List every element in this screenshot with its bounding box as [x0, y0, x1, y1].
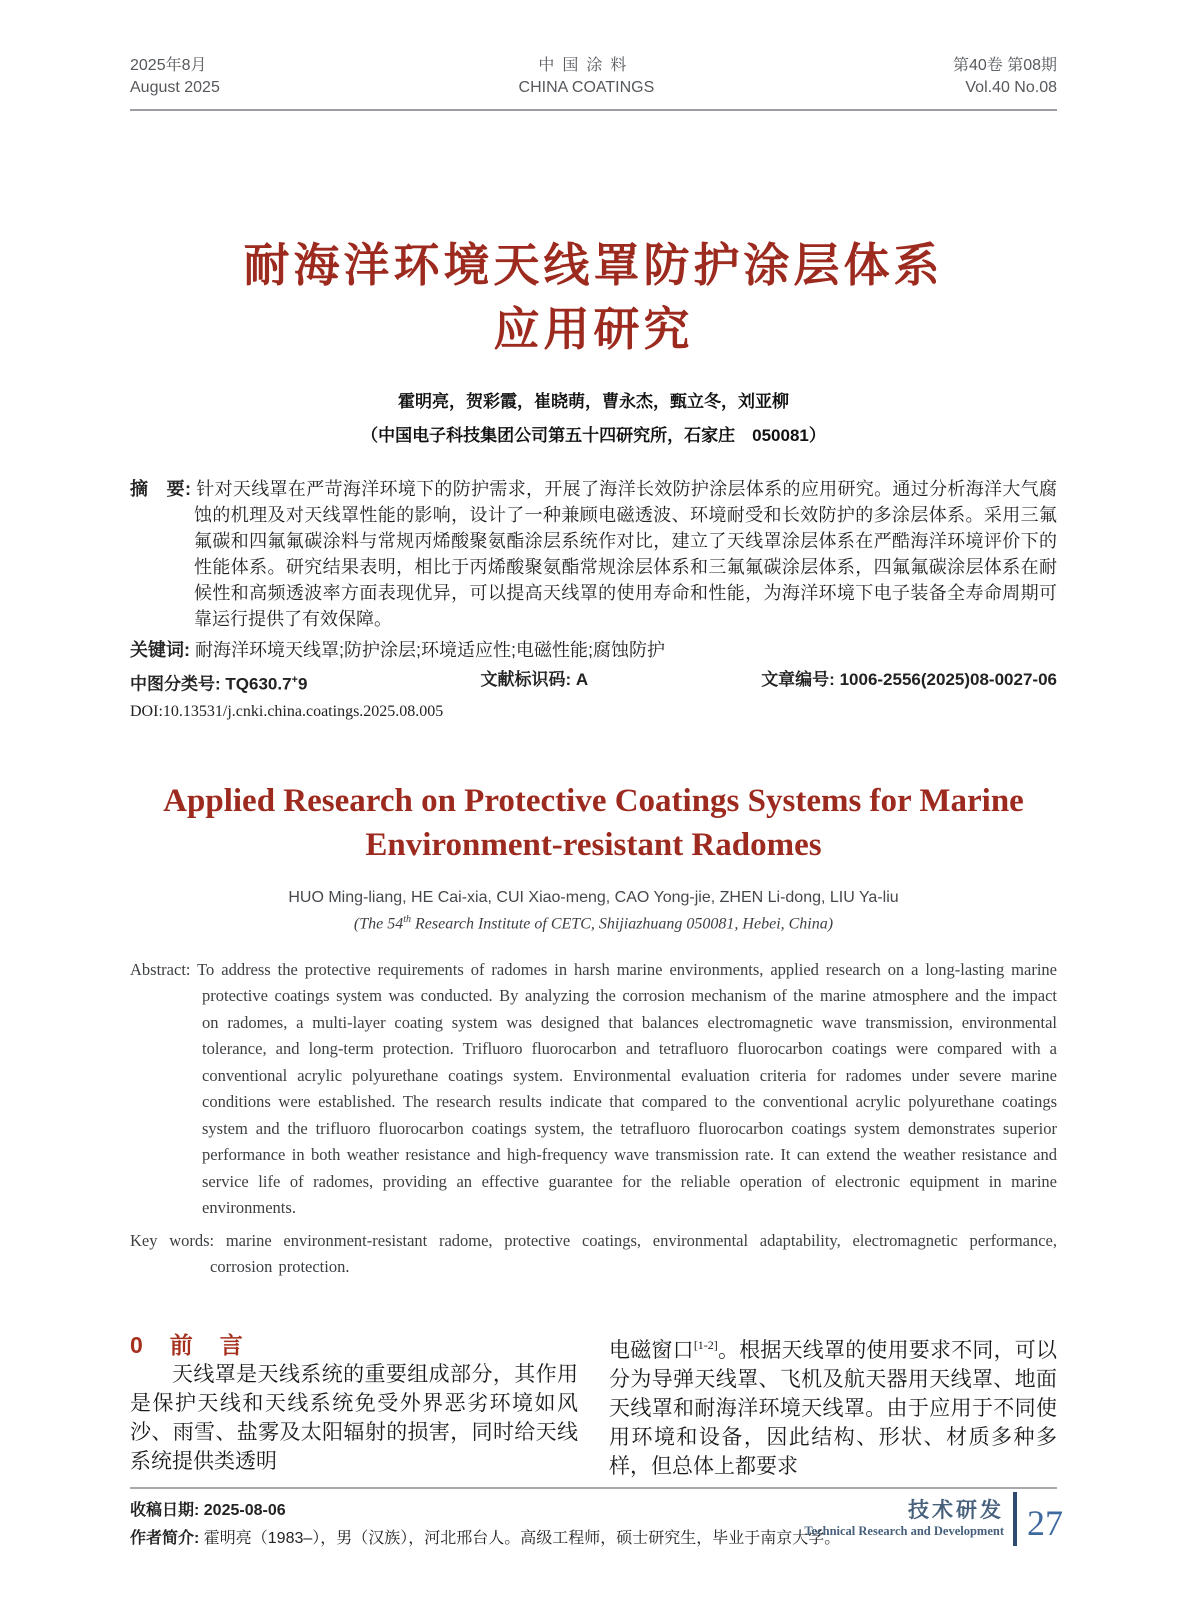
page-number: 27: [1027, 1503, 1063, 1543]
section-name-en: Technical Research and Development: [804, 1524, 1004, 1538]
journal-header: [130, 55, 1057, 99]
section-0-heading: 0 前 言: [130, 1331, 245, 1358]
clc-value: TQ630.7: [225, 674, 292, 694]
clc-label: 中图分类号:: [130, 674, 226, 694]
abstract-cn: [130, 476, 1057, 632]
keywords-en-label: Key words:: [130, 1230, 215, 1250]
header-issue: [953, 55, 1057, 99]
document-code-label: 文献标识码:: [480, 670, 576, 689]
abstract-en-label: Abstract:: [130, 959, 191, 979]
keywords-en-text: marine environment-resistant radome, protective coatings, environmental adaptability, electromagnetic performance, corrosion protection.: [210, 1230, 1058, 1277]
body-column-left: [130, 1331, 578, 1481]
header-issue-en: Vol.40 No.08: [965, 79, 1057, 96]
body-columns: [130, 1331, 1057, 1481]
received-date-label: 收稿日期:: [130, 1501, 204, 1519]
keywords-cn-text: 耐海洋环境天线罩;防护涂层;环境适应性;电磁性能;腐蚀防护: [195, 640, 666, 660]
affiliation-en: [130, 914, 1057, 933]
body-column-right: [609, 1331, 1057, 1481]
keywords-cn-label: 关键词:: [130, 640, 190, 660]
document-code: [480, 667, 588, 698]
received-date-value: 2025-08-06: [203, 1501, 286, 1519]
intro-right-post: 。根据天线罩的使用要求不同，可以分为导弹天线罩、飞机及航天器用天线罩、地面天线罩和耐海洋环境天线罩。由于应用于不同使用环境和设备，因此结构、形状、材质多种多样，但总体上都要求: [609, 1337, 1058, 1478]
authors-cn: 霍明亮，贺彩霞，崔晓萌，曹永杰，甄立冬，刘亚柳: [398, 392, 789, 411]
document-code-value: A: [575, 670, 589, 689]
header-date: [130, 55, 220, 99]
reference-marker: [1-2]: [693, 1337, 718, 1352]
abstract-cn-text: 针对天线罩在严苛海洋环境下的防护需求，开展了海洋长效防护涂层体系的应用研究。通过分析海洋大气腐蚀的机理及对天线罩性能的影响，设计了一种兼顾电磁透波、环境耐受和长效防护的多涂层体系。采用三氟氟碳和四氟氟碳涂料与常规丙烯酸聚氨酯涂层系统作对比，建立了天线罩涂层体系在严酷海洋环境评价下的性能体系。研究结果表明，相比于丙烯酸聚氨酯常规涂层体系和三氟氟碳涂层体系，四氟氟碳涂层体系在耐候性和高频透波率方面表现优异，可以提高天线罩的使用寿命和性能，为海洋环境下电子装备全寿命周期可靠运行提供了有效保障。: [194, 479, 1057, 629]
clc-superscript: +: [291, 674, 298, 686]
article-meta-row: [130, 667, 1057, 698]
article-title-cn: [130, 233, 1057, 361]
article-title-en: [130, 779, 1057, 867]
keywords-cn: [130, 637, 1057, 663]
affiliation-en-sup: th: [403, 913, 412, 925]
header-date-cn: 2025年8月: [130, 57, 207, 74]
intro-paragraph-right: [609, 1331, 1057, 1481]
article-id-label: 文章编号:: [761, 670, 840, 689]
article-id: [761, 667, 1057, 698]
article-title-cn-line1: 耐海洋环境天线罩防护涂层体系: [243, 239, 944, 291]
abstract-cn-label: 摘 要:: [130, 479, 191, 499]
journal-name-en: CHINA COATINGS: [518, 79, 655, 96]
author-bio-value: 霍明亮（1983–），男（汉族），河北邢台人。高级工程师，硕士研究生，毕业于南京大学。: [203, 1529, 841, 1547]
section-name-cn: 技术研发: [908, 1499, 1004, 1522]
authors-en: HUO Ming-liang, HE Cai-xia, CUI Xiao-meng, CAO Yong-jie, ZHEN Li-dong, LIU Ya-liu: [288, 888, 899, 906]
author-bio-label: 作者简介:: [130, 1529, 204, 1547]
abstract-en: [130, 957, 1057, 1222]
affiliation-en-pre: (The 54: [353, 914, 404, 932]
page-tag-divider: [1013, 1492, 1017, 1546]
intro-paragraph-left: 天线罩是天线系统的重要组成部分，其作用是保护天线和天线系统免受外界恶劣环境如风沙、雨雪、盐雾及太阳辐射的损害，同时给天线系统提供类透明: [130, 1361, 578, 1473]
page-tag: [804, 1492, 1063, 1546]
affiliation-cn: （中国电子科技集团公司第五十四研究所，石家庄 050081）: [361, 426, 826, 445]
keywords-en: [130, 1228, 1057, 1281]
article-title-cn-line2: 应用研究: [493, 303, 694, 355]
article-title-en-line2: Environment-resistant Radomes: [365, 826, 822, 863]
journal-name-cn: 中国涂料: [538, 57, 635, 74]
header-issue-cn: 第40卷 第08期: [952, 57, 1057, 74]
doi: DOI:10.13531/j.cnki.china.coatings.2025.08.005: [130, 702, 444, 720]
header-date-en: August 2025: [130, 79, 220, 96]
clc-tail: 9: [297, 674, 308, 694]
header-rule: [130, 109, 1057, 111]
article-title-en-line1: Applied Research on Protective Coatings Systems for Marine: [163, 782, 1024, 819]
affiliation-en-post: Research Institute of CETC, Shijiazhuang 050081, Hebei, China): [411, 914, 834, 932]
abstract-en-text: To address the protective requirements of radomes in harsh marine environments, applied research on a long-lasting marine protective coatings system was conducted. By analyzing the corrosion mechanism of the marine atmosphere and the impact on radomes, a multi-layer coating system was designed that balances electromagnetic wave transmission, environmental tolerance, and long-term protection. Trifluoro fluorocarbon and tetrafluoro fluorocarbon coatings were compared with a conventional acrylic polyurethane coatings system. Environmental evaluation criteria for radomes under severe marine conditions were established. The research results indicate that compared to the conventional acrylic polyurethane coatings system and the trifluoro fluorocarbon coatings system, the tetrafluoro fluorocarbon coatings system demonstrates superior performance in both weather resistance and high-frequency wave transmission rate. It can extend the weather resistance and service life of radomes, providing an effective guarantee for the reliable operation of electronic equipment in marine environments.: [197, 959, 1057, 1218]
page-tag-labels: [804, 1499, 1004, 1539]
article-id-value: 1006-2556(2025)08-0027-06: [839, 670, 1057, 689]
header-journal: [519, 55, 655, 99]
clc-number: [130, 667, 307, 698]
intro-right-pre: 电磁窗口: [609, 1337, 694, 1362]
